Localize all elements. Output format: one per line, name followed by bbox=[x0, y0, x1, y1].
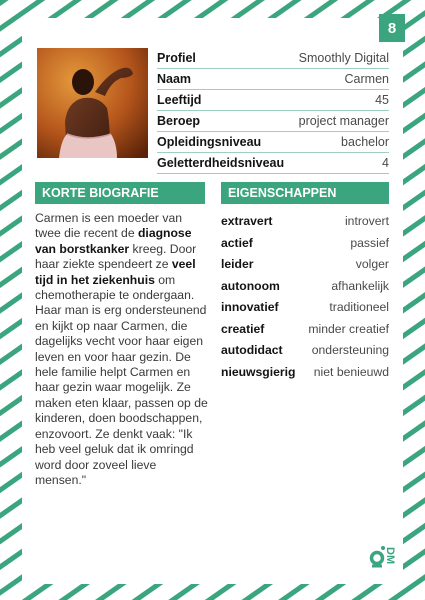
bio-text bbox=[35, 211, 210, 488]
profile-label: Geletterdheidsniveau bbox=[157, 153, 293, 174]
trait-right: afhankelijk bbox=[331, 278, 389, 293]
profile-label: Beroep bbox=[157, 111, 293, 132]
trait-right: ondersteuning bbox=[311, 343, 389, 357]
profile-photo bbox=[37, 48, 148, 158]
profile-row-naam bbox=[157, 69, 389, 90]
profile-value: bachelor bbox=[293, 132, 389, 153]
trait-right: niet benieuwd bbox=[313, 364, 389, 379]
bio-emphasis-diagnosis: diagnose van borstkanker bbox=[35, 226, 192, 256]
trait-row bbox=[221, 297, 389, 319]
trait-row bbox=[221, 340, 389, 362]
profile-value: Carmen bbox=[293, 69, 389, 90]
profile-row-opleidingsniveau bbox=[157, 132, 389, 153]
dm-logo-icon bbox=[368, 532, 398, 572]
trait-left: autodidact bbox=[221, 343, 283, 357]
trait-left: nieuwsgierig bbox=[221, 364, 296, 379]
bio-text-part: kreeg. Door haar ziekte spendeert ze bbox=[35, 241, 197, 272]
trait-left: innovatief bbox=[221, 300, 279, 314]
bio-heading: KORTE BIOGRAFIE bbox=[35, 182, 205, 204]
trait-left: creatief bbox=[221, 321, 265, 336]
profile-value: 4 bbox=[293, 153, 389, 174]
trait-right: introvert bbox=[344, 214, 389, 228]
bio-text-part: om chemotherapie te ondergaan. Haar man is erg ondersteunend en kijkt op naar Carmen, die dagelijks vecht voor haar eigen leven en voor haar gezin. De hele familie helpt Carmen en haar gezin waar mogelijk. Ze maken eten klaar, passen op de kinderen, doen boodschappen, enzovoort. Ze denkt vaak: "Ik heb veel geluk dat ik omringd word door zoveel lieve mensen." bbox=[35, 272, 208, 487]
trait-left: extravert bbox=[221, 214, 273, 228]
profile-row-beroep bbox=[157, 111, 389, 132]
profile-label: Leeftijd bbox=[157, 90, 293, 111]
profile-row-profiel bbox=[157, 48, 389, 69]
traits-heading: EIGENSCHAPPEN bbox=[221, 182, 389, 204]
profile-label: Naam bbox=[157, 69, 293, 90]
trait-row bbox=[221, 319, 389, 341]
profile-value: 45 bbox=[293, 90, 389, 111]
logo-text: DM bbox=[384, 547, 396, 565]
traits-list bbox=[221, 211, 389, 383]
trait-left: actief bbox=[221, 235, 253, 250]
trait-left: leider bbox=[221, 257, 254, 271]
trait-right: minder creatief bbox=[308, 321, 389, 336]
profile-row-geletterdheidsniveau bbox=[157, 153, 389, 174]
trait-row bbox=[221, 254, 389, 276]
profile-label: Profiel bbox=[157, 48, 293, 69]
trait-right: traditioneel bbox=[329, 300, 389, 314]
trait-row bbox=[221, 362, 389, 384]
profile-row-leeftijd bbox=[157, 90, 389, 111]
bio-text-part: Carmen is een moeder van twee die recent de bbox=[35, 211, 182, 241]
trait-right: passief bbox=[350, 235, 389, 250]
profile-value: Smoothly Digital bbox=[293, 48, 389, 69]
trait-row bbox=[221, 233, 389, 255]
trait-right: volger bbox=[355, 257, 389, 271]
profile-value: project manager bbox=[293, 111, 389, 132]
profile-label: Opleidingsniveau bbox=[157, 132, 293, 153]
page-number-badge: 8 bbox=[379, 14, 405, 42]
profile-table bbox=[157, 48, 389, 174]
bio-emphasis-hospital: veel tijd in het ziekenhuis bbox=[35, 257, 196, 287]
trait-row bbox=[221, 211, 389, 233]
trait-left: autonoom bbox=[221, 278, 280, 293]
trait-row bbox=[221, 276, 389, 298]
